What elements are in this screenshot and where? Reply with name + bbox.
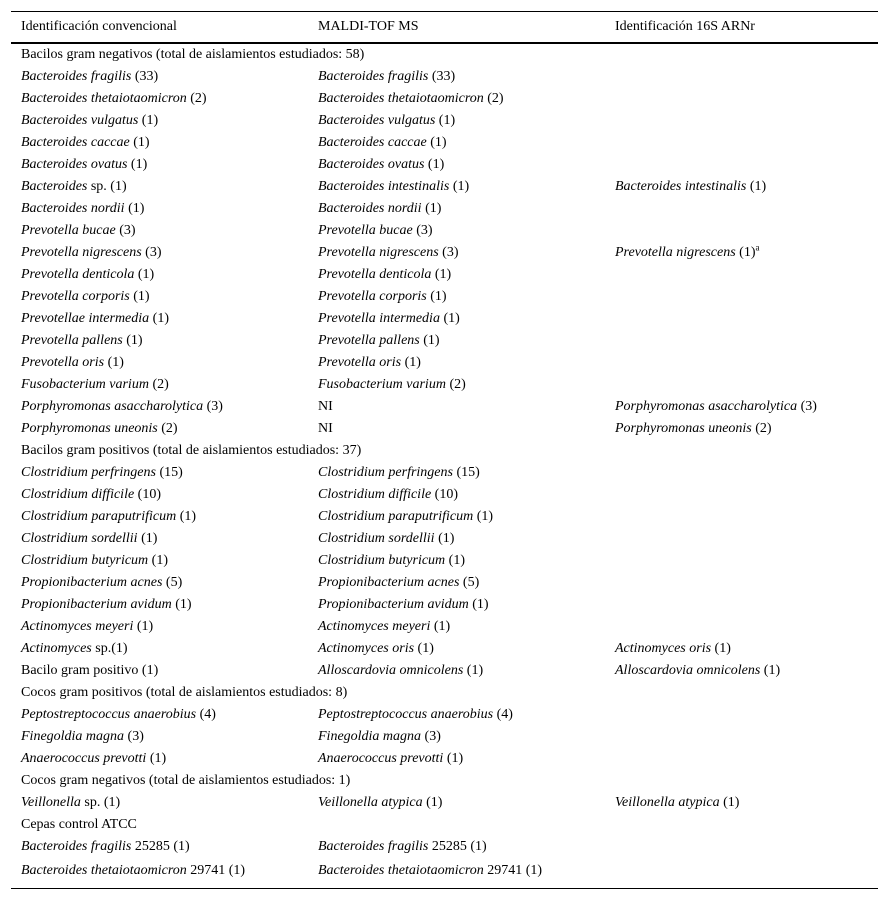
species-name: Clostridium difficile (21, 486, 135, 502)
count-text: sp. (1) (87, 178, 127, 194)
count-text: (1) (133, 618, 154, 634)
species-name: Bacteroides fragilis (318, 68, 429, 84)
species-name: Fusobacterium varium (21, 376, 149, 392)
species-name: Clostridium difficile (318, 486, 432, 502)
cell-16s-arnr (605, 352, 878, 374)
species-name: Bacteroides vulgatus (21, 112, 139, 128)
count-text: (1) (421, 200, 442, 216)
cell-maldi-tof (308, 330, 605, 352)
species-name: Bacteroides intestinalis (318, 178, 450, 194)
section-row (11, 770, 878, 792)
cell-conventional (11, 418, 308, 440)
cell-maldi-tof (308, 726, 605, 748)
cell-conventional (11, 220, 308, 242)
species-name: Clostridium butyricum (318, 552, 446, 568)
cell-16s-arnr (605, 660, 878, 682)
cell-16s-arnr (605, 220, 878, 242)
species-name: Bacteroides fragilis (21, 838, 132, 854)
count-text: (1) (426, 288, 447, 304)
species-name: Actinomyces oris (615, 640, 712, 656)
cell-conventional (11, 396, 308, 418)
species-name: Prevotella intermedia (318, 310, 440, 326)
cell-conventional (11, 176, 308, 198)
count-text: (1) (129, 288, 150, 304)
count-text: (1) (711, 640, 731, 656)
section-row (11, 682, 878, 704)
header-16s-arnr: Identificación 16S ARNr (615, 18, 755, 34)
count-text: (3) (141, 244, 162, 260)
species-name: Finegoldia magna (21, 728, 125, 744)
table-row (11, 352, 878, 374)
table-row (11, 704, 878, 726)
cell-16s-arnr (605, 396, 878, 418)
count-text: (1) (449, 178, 470, 194)
cell-conventional (11, 308, 308, 330)
section-label: Bacilos gram positivos (total de aislamientos estudiados: 37) (21, 442, 362, 458)
cell-conventional (11, 286, 308, 308)
count-text: (1) (176, 508, 197, 524)
cell-16s-arnr (605, 528, 878, 550)
count-text: (1) (146, 750, 167, 766)
section-row (11, 440, 878, 462)
table-row (11, 88, 878, 110)
count-text: NI (318, 398, 333, 414)
cell-conventional (11, 858, 308, 889)
cell-maldi-tof (308, 462, 605, 484)
species-name: Actinomyces meyeri (318, 618, 431, 634)
species-name: Veillonella (21, 794, 81, 810)
cell-maldi-tof (308, 286, 605, 308)
cell-16s-arnr (605, 264, 878, 286)
count-text: (1) (419, 332, 440, 348)
count-text: (1) (138, 112, 159, 128)
species-name: Bacteroides (21, 178, 88, 194)
cell-maldi-tof (308, 88, 605, 110)
cell-conventional (11, 330, 308, 352)
section-row (11, 814, 878, 836)
cell-16s-arnr (605, 484, 878, 506)
cell-conventional (11, 792, 308, 814)
cell-16s-arnr (605, 550, 878, 572)
section-label: Cocos gram negativos (total de aislamientos estudiados: 1) (21, 772, 351, 788)
count-text: (4) (493, 706, 513, 722)
cell-maldi-tof (308, 66, 605, 88)
cell-maldi-tof (308, 836, 605, 858)
cell-conventional (11, 660, 308, 682)
cell-maldi-tof (308, 594, 605, 616)
count-text: (1) (148, 552, 168, 568)
cell-16s-arnr (605, 616, 878, 638)
count-text: (1) (463, 662, 484, 678)
species-name: Clostridium sordellii (318, 530, 435, 546)
header-conventional: Identificación convencional (21, 18, 177, 34)
species-name: Bacteroides vulgatus (318, 112, 436, 128)
species-name: Bacteroides intestinalis (615, 178, 747, 194)
count-text: (1) (719, 794, 740, 810)
cell-16s-arnr (605, 330, 878, 352)
count-text: sp.(1) (91, 640, 128, 656)
table-row (11, 572, 878, 594)
count-text: (1) (746, 178, 767, 194)
count-text: (10) (134, 486, 161, 502)
cell-maldi-tof (308, 418, 605, 440)
species-name: Propionibacterium acnes (21, 574, 163, 590)
table-row (11, 66, 878, 88)
cell-conventional (11, 66, 308, 88)
species-name: Bacteroides nordii (21, 200, 125, 216)
count-text: (1) (443, 750, 464, 766)
cell-16s-arnr (605, 132, 878, 154)
count-text: (1) (431, 266, 452, 282)
section-label: Bacilos gram negativos (total de aislamientos estudiados: 58) (21, 46, 365, 62)
count-text: (2) (148, 376, 169, 392)
cell-16s-arnr (605, 726, 878, 748)
count-text: 29741 (1) (186, 862, 246, 878)
table-row (11, 484, 878, 506)
table-row (11, 726, 878, 748)
species-name: Peptostreptococcus anaerobius (318, 706, 494, 722)
cell-16s-arnr (605, 110, 878, 132)
identification-table (11, 11, 878, 889)
cell-16s-arnr (605, 308, 878, 330)
count-text: (1) (104, 354, 124, 370)
cell-conventional (11, 726, 308, 748)
cell-maldi-tof (308, 198, 605, 220)
cell-conventional (11, 264, 308, 286)
species-name: Propionibacterium acnes (318, 574, 460, 590)
species-name: Clostridium paraputrificum (318, 508, 474, 524)
cell-conventional (11, 748, 308, 770)
count-text: (1) (171, 596, 192, 612)
species-name: Bacteroides nordii (318, 200, 422, 216)
count-text: (1) (122, 332, 143, 348)
count-text: (1) (129, 134, 150, 150)
cell-16s-arnr (605, 286, 878, 308)
species-name: Alloscardovia omnicolens (615, 662, 761, 678)
cell-16s-arnr (605, 638, 878, 660)
count-text: (1) (401, 354, 421, 370)
count-text: (1) (473, 508, 494, 524)
cell-16s-arnr (605, 506, 878, 528)
section-row (11, 43, 878, 66)
cell-maldi-tof (308, 220, 605, 242)
count-text: (1) (149, 310, 169, 326)
cell-16s-arnr (605, 66, 878, 88)
count-text: (10) (431, 486, 458, 502)
cell-16s-arnr (605, 176, 878, 198)
cell-16s-arnr (605, 572, 878, 594)
cell-16s-arnr (605, 748, 878, 770)
count-text: (1) (414, 640, 434, 656)
cell-maldi-tof (308, 176, 605, 198)
species-name: Bacteroides fragilis (318, 838, 429, 854)
cell-maldi-tof (308, 506, 605, 528)
species-name: Prevotella denticola (21, 266, 135, 282)
species-name: Clostridium perfringens (318, 464, 453, 480)
count-text: (15) (155, 464, 183, 480)
species-name: Propionibacterium avidum (318, 596, 469, 612)
species-name: Bacteroides ovatus (21, 156, 128, 172)
species-name: Bacteroides thetaiotaomicron (318, 90, 484, 106)
cell-16s-arnr (605, 242, 878, 264)
table-row (11, 792, 878, 814)
cell-conventional (11, 528, 308, 550)
count-text: 25285 (1) (131, 838, 190, 854)
cell-maldi-tof (308, 352, 605, 374)
count-text: (1) (439, 310, 460, 326)
cell-maldi-tof (308, 792, 605, 814)
count-text: NI (318, 420, 333, 436)
cell-maldi-tof (308, 264, 605, 286)
count-text: (33) (428, 68, 456, 84)
species-name: Bacteroides thetaiotaomicron (21, 90, 187, 106)
table-row (11, 154, 878, 176)
count-text: (3) (797, 398, 817, 414)
cell-conventional (11, 506, 308, 528)
table-row (11, 176, 878, 198)
species-name: Fusobacterium varium (318, 376, 446, 392)
table-row (11, 396, 878, 418)
count-text: (1) (435, 112, 456, 128)
species-name: Alloscardovia omnicolens (318, 662, 464, 678)
cell-conventional (11, 594, 308, 616)
table-row (11, 462, 878, 484)
species-name: Clostridium sordellii (21, 530, 138, 546)
cell-16s-arnr (605, 198, 878, 220)
table-row (11, 638, 878, 660)
count-text: (5) (459, 574, 480, 590)
cell-16s-arnr (605, 858, 878, 889)
cell-maldi-tof (308, 242, 605, 264)
table-row (11, 264, 878, 286)
cell-conventional (11, 462, 308, 484)
cell-maldi-tof (308, 858, 605, 889)
count-text: sp. (1) (80, 794, 121, 810)
table-row (11, 528, 878, 550)
species-name: Actinomyces oris (318, 640, 415, 656)
table-row (11, 132, 878, 154)
cell-16s-arnr (605, 154, 878, 176)
cell-16s-arnr (605, 462, 878, 484)
cell-maldi-tof (308, 528, 605, 550)
count-text: (1) (426, 134, 447, 150)
species-name: Actinomyces meyeri (21, 618, 134, 634)
species-name: Peptostreptococcus anaerobius (21, 706, 197, 722)
cell-conventional (11, 550, 308, 572)
cell-conventional (11, 198, 308, 220)
count-text: 29741 (1) (483, 862, 543, 878)
table-row (11, 308, 878, 330)
cell-16s-arnr (605, 374, 878, 396)
table-row (11, 594, 878, 616)
cell-maldi-tof (308, 748, 605, 770)
cell-16s-arnr (605, 418, 878, 440)
table-row (11, 616, 878, 638)
species-name: Bacteroides caccae (21, 134, 130, 150)
table-row (11, 198, 878, 220)
cell-16s-arnr (605, 88, 878, 110)
cell-16s-arnr (605, 704, 878, 726)
cell-conventional (11, 110, 308, 132)
cell-maldi-tof (308, 374, 605, 396)
footnote-marker: a (755, 241, 760, 252)
species-name: Veillonella atypica (318, 794, 423, 810)
count-text: (3) (124, 728, 144, 744)
species-name: Anaerococcus prevotti (21, 750, 147, 766)
count-text: (1) (430, 618, 451, 634)
species-name: Porphyromonas uneonis (21, 420, 158, 436)
count-text: (2) (157, 420, 178, 436)
count-text: (1) (134, 266, 155, 282)
species-name: Porphyromonas asaccharolytica (615, 398, 798, 414)
count-text: (1) (760, 662, 781, 678)
species-name: Prevotella oris (21, 354, 105, 370)
cell-maldi-tof (308, 484, 605, 506)
table-row (11, 330, 878, 352)
cell-maldi-tof (308, 308, 605, 330)
table-row (11, 418, 878, 440)
species-name: Bacteroides fragilis (21, 68, 132, 84)
count-text: (4) (196, 706, 216, 722)
count-text: (1) (127, 156, 148, 172)
species-name: Clostridium perfringens (21, 464, 156, 480)
species-name: Anaerococcus prevotti (318, 750, 444, 766)
cell-maldi-tof (308, 132, 605, 154)
species-name: Prevotella nigrescens (615, 244, 736, 260)
species-name: Prevotella corporis (318, 288, 427, 304)
species-name: Bacteroides thetaiotaomicron (21, 862, 187, 878)
species-name: Porphyromonas uneonis (615, 420, 752, 436)
header-row (11, 12, 878, 43)
species-name: Prevotella oris (318, 354, 402, 370)
species-name: Veillonella atypica (615, 794, 720, 810)
table-row (11, 506, 878, 528)
table-row (11, 220, 878, 242)
species-name: Bacteroides caccae (318, 134, 427, 150)
count-text: (2) (445, 376, 466, 392)
count-text: (1) (468, 596, 489, 612)
cell-maldi-tof (308, 396, 605, 418)
cell-conventional (11, 352, 308, 374)
species-name: Clostridium butyricum (21, 552, 149, 568)
cell-maldi-tof (308, 572, 605, 594)
species-name: Clostridium paraputrificum (21, 508, 177, 524)
cell-conventional (11, 154, 308, 176)
count-text: (5) (162, 574, 183, 590)
cell-maldi-tof (308, 704, 605, 726)
cell-maldi-tof (308, 638, 605, 660)
cell-conventional (11, 638, 308, 660)
species-name: Prevotella pallens (21, 332, 123, 348)
table-row (11, 748, 878, 770)
cell-maldi-tof (308, 616, 605, 638)
cell-conventional (11, 572, 308, 594)
count-text: (1) (124, 200, 145, 216)
count-text: (3) (438, 244, 459, 260)
table-row (11, 836, 878, 858)
cell-16s-arnr (605, 792, 878, 814)
table-row (11, 242, 878, 264)
table-row (11, 374, 878, 396)
species-name: Finegoldia magna (318, 728, 422, 744)
cell-maldi-tof (308, 154, 605, 176)
species-name: Actinomyces (21, 640, 92, 656)
cell-conventional (11, 616, 308, 638)
species-name: Prevotella bucae (21, 222, 116, 238)
cell-maldi-tof (308, 660, 605, 682)
cell-conventional (11, 484, 308, 506)
species-name: Prevotella pallens (318, 332, 420, 348)
count-text: (33) (131, 68, 159, 84)
count-text: (3) (203, 398, 223, 414)
section-label: Cocos gram positivos (total de aislamientos estudiados: 8) (21, 684, 348, 700)
cell-16s-arnr (605, 594, 878, 616)
species-name: Prevotellae intermedia (21, 310, 150, 326)
species-name: Prevotella nigrescens (21, 244, 142, 260)
cell-16s-arnr (605, 836, 878, 858)
table-row (11, 110, 878, 132)
count-text: (15) (452, 464, 480, 480)
table-row (11, 286, 878, 308)
species-name: Bacteroides ovatus (318, 156, 425, 172)
table-body (11, 43, 878, 889)
species-name: Propionibacterium avidum (21, 596, 172, 612)
species-name: Bacteroides thetaiotaomicron (318, 862, 484, 878)
cell-conventional (11, 374, 308, 396)
species-name: Porphyromonas asaccharolytica (21, 398, 204, 414)
count-text: Bacilo gram positivo (1) (21, 662, 159, 678)
table-row (11, 550, 878, 572)
header-maldi-tof: MALDI-TOF MS (318, 18, 419, 34)
count-text: 25285 (1) (428, 838, 487, 854)
species-name: Prevotella denticola (318, 266, 432, 282)
cell-conventional (11, 704, 308, 726)
count-text: (1) (735, 244, 756, 260)
count-text: (3) (421, 728, 441, 744)
count-text: (2) (751, 420, 772, 436)
count-text: (1) (424, 156, 445, 172)
count-text: (1) (434, 530, 455, 546)
count-text: (1) (422, 794, 443, 810)
table-row (11, 660, 878, 682)
count-text: (2) (186, 90, 207, 106)
cell-maldi-tof (308, 550, 605, 572)
species-name: Prevotella bucae (318, 222, 413, 238)
count-text: (3) (412, 222, 433, 238)
count-text: (1) (137, 530, 158, 546)
cell-maldi-tof (308, 110, 605, 132)
species-name: Prevotella corporis (21, 288, 130, 304)
species-name: Prevotella nigrescens (318, 244, 439, 260)
count-text: (2) (483, 90, 504, 106)
table-row (11, 858, 878, 889)
cell-conventional (11, 132, 308, 154)
cell-conventional (11, 88, 308, 110)
count-text: (3) (115, 222, 136, 238)
table-header (11, 12, 878, 43)
cell-conventional (11, 836, 308, 858)
count-text: (1) (445, 552, 465, 568)
cell-conventional (11, 242, 308, 264)
section-label: Cepas control ATCC (21, 816, 137, 832)
